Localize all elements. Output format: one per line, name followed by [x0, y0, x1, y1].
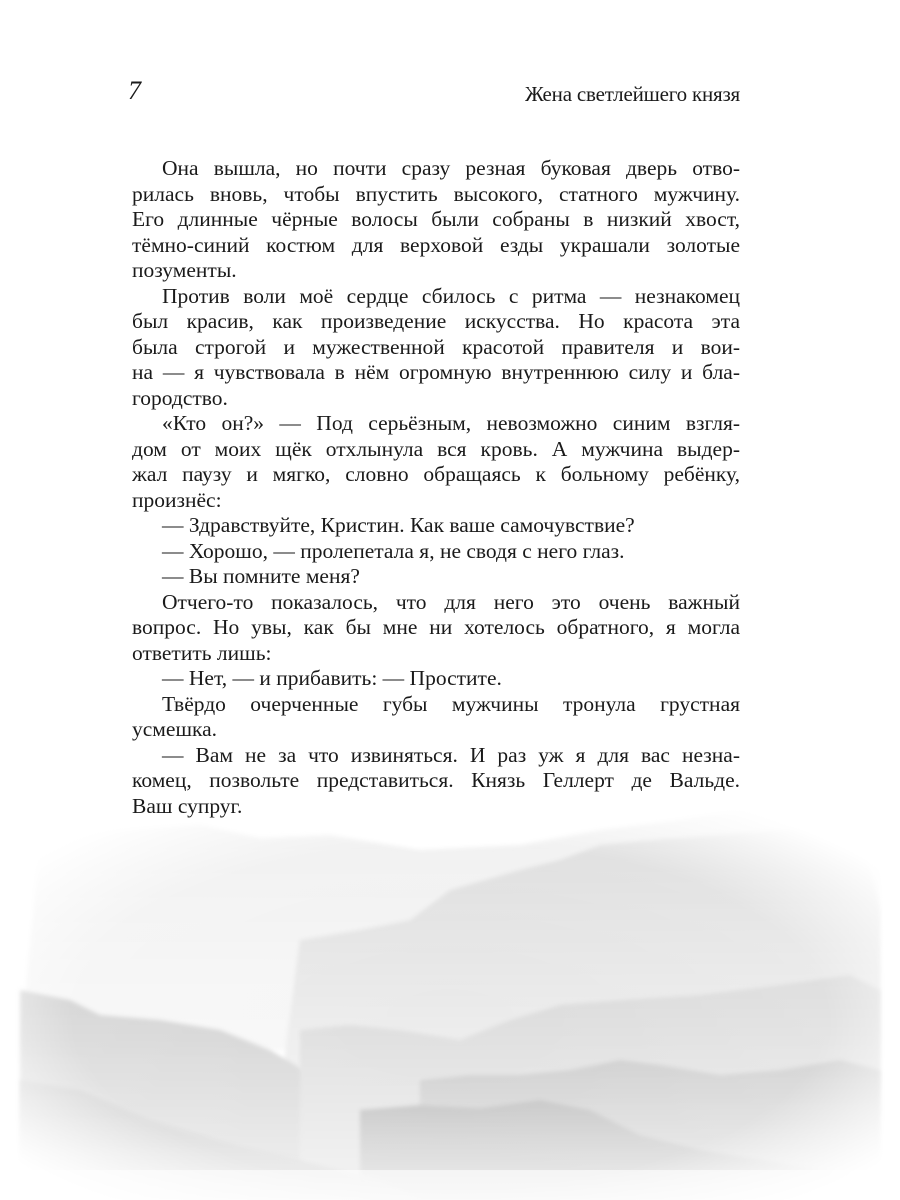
text-line: Ваш супруг. — [132, 793, 243, 818]
text-line: позументы. — [132, 258, 237, 282]
text-line: городство. — [132, 385, 228, 410]
body-text — [132, 156, 740, 819]
dialogue-line: — Хорошо, — пролепетала я, не сводя с него глаз. — [162, 538, 625, 563]
dialogue-line: — Вы помните меня? — [162, 564, 360, 588]
text-line: произнёс: — [132, 487, 222, 512]
text-line: тёмно-синий костюм для верховой езды украшали золотые — [132, 232, 740, 257]
text-line: Его длинные чёрные волосы были собраны в низкий хвост, — [132, 207, 740, 231]
text-line: усмешка. — [132, 717, 218, 741]
text-line: была строгой и мужественной красотой правителя и вои- — [132, 334, 740, 359]
mountains-icon — [0, 790, 900, 1200]
text-line: комец, позвольте представиться. Князь Геллерт де Вальде. — [132, 768, 740, 792]
text-line: был красив, как произведение искусства. Но красота эта — [132, 309, 740, 333]
mountain-illustration — [0, 790, 900, 1200]
text-line: вопрос. Но увы, как бы мне ни хотелось обратного, я могла — [132, 615, 740, 639]
text-line: Она вышла, но почти сразу резная буковая дверь отво- — [162, 156, 740, 180]
text-line: жал паузу и мягко, словно обращаясь к больному ребёнку, — [132, 462, 740, 486]
text-line: «Кто он?» — Под серьёзным, невозможно синим взгля- — [162, 411, 740, 435]
text-line: дом от моих щёк отхлынула вся кровь. А мужчина выдер- — [132, 436, 740, 461]
text-line: на — я чувствовала в нём огромную внутреннюю силу и бла- — [132, 360, 740, 384]
text-line: Против воли моё сердце сбилось с ритма — незнакомец — [162, 283, 740, 308]
text-line: рилась вновь, чтобы впустить высокого, статного мужчину. — [132, 181, 740, 206]
text-line: Отчего-то показалось, что для него это очень важный — [162, 589, 740, 614]
dialogue-line: — Нет, — и прибавить: — Простите. — [162, 666, 502, 690]
dialogue-line: — Здравствуйте, Кристин. Как ваше самочувствие? — [162, 513, 635, 537]
page-number: 7 — [128, 76, 141, 105]
text-line: ответить лишь: — [132, 640, 272, 665]
running-title: Жена светлейшего князя — [525, 82, 740, 106]
text-line: Твёрдо очерченные губы мужчины тронула грустная — [162, 691, 740, 716]
dialogue-line: — Вам не за что извиняться. И раз уж я для вас незна- — [162, 742, 740, 767]
